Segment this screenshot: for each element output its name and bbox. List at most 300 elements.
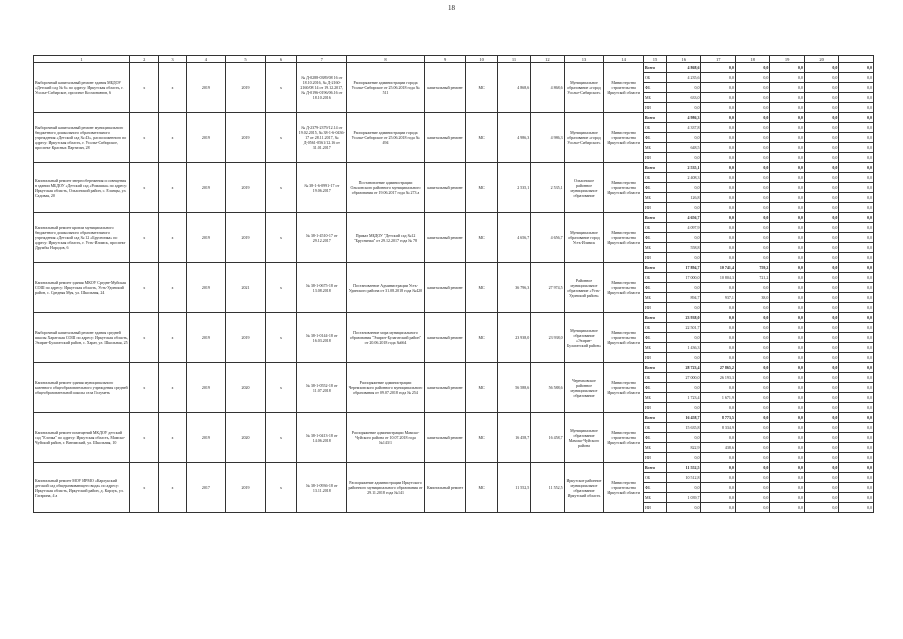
cell-c8: Постановление администрации Ольхонского районного муниципального образования от 19.06.2017 года № 273 а — [347, 163, 424, 213]
finance-value: 0,0 — [804, 503, 838, 513]
finance-value: 0,0 — [839, 133, 874, 143]
finance-value: 0,0 — [804, 93, 838, 103]
cell-c6: х — [265, 413, 296, 463]
finance-value: 0,0 — [839, 493, 874, 503]
cell-c6: х — [265, 213, 296, 263]
source-label: ИИ — [644, 253, 667, 263]
finance-value: 0,0 — [666, 433, 700, 443]
cell-c14: Министерство строительства Иркутской области — [604, 263, 644, 313]
source-label: ОБ — [644, 323, 667, 333]
table-row — [34, 163, 874, 173]
finance-value: 0,0 — [735, 143, 769, 153]
finance-value: 0,0 — [804, 493, 838, 503]
finance-value: 0,0 — [735, 363, 769, 373]
finance-value: 17 000,0 — [666, 273, 700, 283]
source-label: ОБ — [644, 273, 667, 283]
finance-value: 0,0 — [804, 133, 838, 143]
finance-value: 0,0 — [839, 443, 874, 453]
source-label: Всего — [644, 63, 667, 73]
finance-value: 0,0 — [666, 333, 700, 343]
finance-value: 0,0 — [804, 273, 838, 283]
finance-value: 0,0 — [770, 363, 804, 373]
cell-c10: МС — [466, 63, 497, 113]
finance-value: 0,0 — [839, 93, 874, 103]
finance-value: 0,0 — [701, 453, 735, 463]
finance-value: 0,0 — [804, 453, 838, 463]
finance-value: 0,0 — [735, 403, 769, 413]
finance-value: 0,0 — [735, 93, 769, 103]
finance-value: 0,0 — [770, 283, 804, 293]
finance-value: 0,0 — [735, 303, 769, 313]
finance-value: 0,0 — [701, 383, 735, 393]
cell-c11: 16 458,7 — [497, 413, 530, 463]
column-number: 1 — [34, 56, 130, 63]
finance-value: 10 804,3 — [701, 273, 735, 283]
cell-c7: № 38-1-0936-18 от 13.11.2018 — [297, 463, 347, 513]
cell-c9: Капитальный ремонт — [424, 463, 466, 513]
finance-value: 0,0 — [804, 113, 838, 123]
cell-c2: х — [130, 463, 159, 513]
table-row — [34, 463, 874, 473]
finance-value: 0,0 — [839, 113, 874, 123]
finance-value: 0,0 — [701, 473, 735, 483]
column-number: 11 — [497, 56, 530, 63]
finance-value: 0,0 — [804, 353, 838, 363]
finance-value: 0,0 — [804, 313, 838, 323]
source-label: ОБ — [644, 173, 667, 183]
finance-value: 0,0 — [804, 343, 838, 353]
cell-c6: х — [265, 263, 296, 313]
cell-c2: х — [130, 363, 159, 413]
finance-value: 4 868,6 — [666, 63, 700, 73]
finance-value: 0,0 — [770, 93, 804, 103]
finance-value: 1 723,4 — [666, 393, 700, 403]
finance-value: 0,0 — [770, 493, 804, 503]
finance-value: 0,0 — [804, 243, 838, 253]
cell-c4: 2019 — [186, 413, 226, 463]
finance-value: 0,0 — [666, 203, 700, 213]
cell-c3: х — [159, 313, 186, 363]
finance-value: 0,0 — [839, 183, 874, 193]
cell-c14: Министерство строительства Иркутской области — [604, 463, 644, 513]
finance-value: 0,0 — [804, 443, 838, 453]
finance-value: 0,0 — [839, 253, 874, 263]
finance-value: 4 337,8 — [666, 123, 700, 133]
finance-value: 4 097,9 — [666, 223, 700, 233]
finance-value: 0,0 — [735, 173, 769, 183]
finance-value: 0,0 — [770, 213, 804, 223]
finance-value: 0,0 — [770, 323, 804, 333]
finance-value: 0,0 — [839, 413, 874, 423]
finance-value: 0,0 — [666, 183, 700, 193]
finance-value: 0,0 — [839, 123, 874, 133]
column-number: 5 — [226, 56, 266, 63]
program-table — [33, 55, 874, 513]
source-label: ОБ — [644, 223, 667, 233]
cell-c6: х — [265, 113, 296, 163]
finance-value: 27 865,2 — [701, 363, 735, 373]
column-number: 20 — [804, 56, 838, 63]
cell-c7: № Д-2379-2379/12.14 от 19.02.2015, № 38-1-6-0436-17 от 28.11.2017, № Д-0561-0561/12.16 от 31.01.2017 — [297, 113, 347, 163]
finance-value: 0,0 — [804, 223, 838, 233]
column-number: 8 — [347, 56, 424, 63]
finance-value: 0,0 — [839, 233, 874, 243]
cell-c2: х — [130, 113, 159, 163]
finance-value: 0,0 — [701, 503, 735, 513]
cell-c11: 4 868,6 — [497, 63, 530, 113]
finance-value: 0,0 — [701, 213, 735, 223]
table-row — [34, 263, 874, 273]
finance-value: 2 535,1 — [666, 163, 700, 173]
finance-value: 0,0 — [735, 113, 769, 123]
cell-c11: 56 588,6 — [497, 363, 530, 413]
cell-c2: х — [130, 313, 159, 363]
finance-value: 0,0 — [735, 163, 769, 173]
cell-c9: капитальный ремонт — [424, 263, 466, 313]
cell-c11: 23 938,0 — [497, 313, 530, 363]
table-row — [34, 213, 874, 223]
finance-value: 0,0 — [735, 103, 769, 113]
finance-value: 0,0 — [839, 393, 874, 403]
finance-value: 0,0 — [804, 303, 838, 313]
finance-value: 0,0 — [701, 463, 735, 473]
finance-value: 558,8 — [666, 243, 700, 253]
finance-value: 0,0 — [804, 253, 838, 263]
finance-value: 0,0 — [701, 353, 735, 363]
finance-value: 0,0 — [735, 213, 769, 223]
column-number: 15 — [644, 56, 667, 63]
finance-value: 0,0 — [804, 73, 838, 83]
finance-value: 0,0 — [804, 323, 838, 333]
finance-value: 0,0 — [701, 193, 735, 203]
finance-value: 28 723,4 — [666, 363, 700, 373]
column-number: 19 — [770, 56, 804, 63]
finance-value: 648,5 — [666, 143, 700, 153]
finance-value: 0,0 — [839, 173, 874, 183]
finance-value: 1 671,9 — [701, 393, 735, 403]
finance-value: 0,0 — [804, 413, 838, 423]
finance-value: 0,0 — [666, 453, 700, 463]
cell-c6: х — [265, 313, 296, 363]
source-label: ОБ — [644, 123, 667, 133]
source-label: МБ — [644, 243, 667, 253]
finance-value: 0,0 — [804, 173, 838, 183]
table-row — [34, 363, 874, 373]
finance-value: 0,0 — [839, 313, 874, 323]
cell-c14: Министерство строительства Иркутской области — [604, 63, 644, 113]
finance-value: 0,0 — [770, 243, 804, 253]
finance-value: 0,0 — [770, 143, 804, 153]
source-label: ИИ — [644, 503, 667, 513]
finance-value: 0,0 — [735, 283, 769, 293]
finance-value: 1 039,7 — [666, 493, 700, 503]
finance-value: 0,0 — [735, 133, 769, 143]
finance-value: 38,0 — [735, 293, 769, 303]
finance-value: 937,1 — [701, 293, 735, 303]
finance-value: 27 000,0 — [666, 373, 700, 383]
finance-value: 0,0 — [666, 253, 700, 263]
source-label: Всего — [644, 313, 667, 323]
finance-value: 0,0 — [735, 453, 769, 463]
cell-c12: 4 986,3 — [531, 113, 564, 163]
cell-c5: 2019 — [226, 63, 266, 113]
cell-c3: х — [159, 163, 186, 213]
finance-value: 0,0 — [701, 93, 735, 103]
finance-value: 0,0 — [701, 313, 735, 323]
finance-value: 0,0 — [839, 223, 874, 233]
source-label: МБ — [644, 393, 667, 403]
finance-value: 438,6 — [701, 443, 735, 453]
cell-c13: Ольхонское районное муниципальное образование — [564, 163, 604, 213]
finance-value: 17 894,7 — [666, 263, 700, 273]
finance-value: 4 986,3 — [666, 113, 700, 123]
finance-value: 0,0 — [701, 323, 735, 333]
cell-c5: 2021 — [226, 263, 266, 313]
finance-value: 0,0 — [839, 63, 874, 73]
cell-c10: МС — [466, 363, 497, 413]
finance-value: 0,0 — [770, 253, 804, 263]
finance-value: 0,0 — [770, 63, 804, 73]
finance-value: 0,0 — [804, 483, 838, 493]
cell-c13: Муниципальное образование город Усть-Илимск — [564, 213, 604, 263]
cell-c13: Муниципальное образование «город Усолье-Сибирское» — [564, 63, 604, 113]
cell-c4: 2019 — [186, 313, 226, 363]
finance-value: 0,0 — [839, 303, 874, 313]
finance-value: 0,0 — [735, 413, 769, 423]
column-number: 10 — [466, 56, 497, 63]
finance-value: 4 656,7 — [666, 213, 700, 223]
finance-value: 721,2 — [735, 273, 769, 283]
finance-value: 0,0 — [701, 183, 735, 193]
finance-value: 0,0 — [804, 403, 838, 413]
finance-value: 0,0 — [666, 383, 700, 393]
finance-value: 0,0 — [770, 83, 804, 93]
object-name-cell: Капитальный ремонт МОУ ИРМО «Карлукский детский сад общеразвивающего вида» по адресу: Иркутская область, Иркутский район, д. Карлук, ул. Гагарина, 4 а — [34, 463, 130, 513]
table-row — [34, 413, 874, 423]
cell-c13: Черемховское районное муниципальное образование — [564, 363, 604, 413]
finance-value: 633,0 — [666, 93, 700, 103]
column-number: 14 — [604, 56, 644, 63]
column-number-row — [34, 56, 874, 63]
cell-c4: 2019 — [186, 63, 226, 113]
finance-value: 10 512,8 — [666, 473, 700, 483]
finance-value: 0,0 — [770, 263, 804, 273]
source-label: ФБ — [644, 383, 667, 393]
finance-value: 0,0 — [804, 283, 838, 293]
cell-c9: капитальный ремонт — [424, 413, 466, 463]
cell-c14: Министерство строительства Иркутской области — [604, 413, 644, 463]
finance-value: 0,0 — [770, 103, 804, 113]
column-number: 4 — [186, 56, 226, 63]
finance-value: 0,0 — [804, 163, 838, 173]
object-name-cell: Капитальный ремонт энергосбережения и освещения в здании МБДОУ «Детский сад «Ромашка» по адресу: Иркутская область, Ольхонский район, с. Еланцы, ул. Садовая, 20 — [34, 163, 130, 213]
source-label: Всего — [644, 213, 667, 223]
finance-value: 0,0 — [770, 183, 804, 193]
finance-value: 0,0 — [770, 223, 804, 233]
source-label: ФБ — [644, 333, 667, 343]
finance-value: 0,0 — [701, 343, 735, 353]
finance-value: 0,0 — [701, 433, 735, 443]
finance-value: 0,0 — [804, 383, 838, 393]
finance-value: 0,0 — [839, 483, 874, 493]
cell-c3: х — [159, 213, 186, 263]
source-label: Всего — [644, 463, 667, 473]
cell-c10: МС — [466, 463, 497, 513]
finance-value: 8 334,9 — [701, 423, 735, 433]
finance-value: 0,0 — [770, 233, 804, 243]
cell-c13: Муниципальное образование «Эхирит-Булагатский район» — [564, 313, 604, 363]
source-label: ИИ — [644, 153, 667, 163]
source-label: ИИ — [644, 403, 667, 413]
cell-c7: № 38-1-0675-18 от 13.08.2018 — [297, 263, 347, 313]
finance-value: 0,0 — [804, 63, 838, 73]
finance-value: 0,0 — [735, 373, 769, 383]
finance-value: 11 552,5 — [666, 463, 700, 473]
finance-value: 0,0 — [735, 463, 769, 473]
finance-value: 0,0 — [770, 403, 804, 413]
cell-c13: Районное муниципальное образование «Усть-Удинский район» — [564, 263, 604, 313]
finance-value: 0,0 — [701, 283, 735, 293]
cell-c4: 2019 — [186, 113, 226, 163]
cell-c8: Приказ МБДОУ "Детский сад №12 "Брусничка" от 29.12.2017 года № 78 — [347, 213, 424, 263]
finance-value: 0,0 — [839, 263, 874, 273]
source-label: ФБ — [644, 483, 667, 493]
source-label: МБ — [644, 493, 667, 503]
cell-c7: № 38-1-6-0991-17 от 19.06.2017 — [297, 163, 347, 213]
finance-value: 0,0 — [839, 143, 874, 153]
finance-value: 0,0 — [839, 283, 874, 293]
finance-value: 0,0 — [839, 343, 874, 353]
finance-value: 0,0 — [770, 353, 804, 363]
table-row — [34, 113, 874, 123]
finance-value: 0,0 — [735, 233, 769, 243]
cell-c14: Министерство строительства Иркутской области — [604, 213, 644, 263]
finance-value: 0,0 — [770, 463, 804, 473]
finance-value: 0,0 — [804, 143, 838, 153]
finance-value: 0,0 — [701, 103, 735, 113]
finance-value: 0,0 — [701, 133, 735, 143]
finance-value: 0,0 — [701, 233, 735, 243]
source-label: МБ — [644, 293, 667, 303]
finance-value: 0,0 — [804, 183, 838, 193]
finance-value: 0,0 — [770, 423, 804, 433]
finance-value: 894,7 — [666, 293, 700, 303]
source-label: ИИ — [644, 303, 667, 313]
finance-value: 4 235,6 — [666, 73, 700, 83]
finance-value: 0,0 — [735, 203, 769, 213]
finance-value: 0,0 — [770, 203, 804, 213]
finance-value: 0,0 — [701, 403, 735, 413]
cell-c5: 2020 — [226, 363, 266, 413]
finance-value: 0,0 — [839, 403, 874, 413]
cell-c4: 2019 — [186, 213, 226, 263]
object-name-cell: Выборочный капитальный ремонт здания МБДОУ «Детский сад № 6» по адресу: Иркутская область, г. Усолье-Сибирское, проспект Космонавтов, 6 — [34, 63, 130, 113]
finance-value: 0,0 — [735, 343, 769, 353]
finance-value: 0,0 — [701, 143, 735, 153]
cell-c11: 36 796,3 — [497, 263, 530, 313]
finance-value: 0,0 — [666, 103, 700, 113]
finance-value: 0,0 — [804, 263, 838, 273]
cell-c10: МС — [466, 413, 497, 463]
cell-c3: х — [159, 363, 186, 413]
finance-value: 1 436,3 — [666, 343, 700, 353]
finance-value: 0,0 — [770, 443, 804, 453]
source-label: Всего — [644, 263, 667, 273]
source-label: ОБ — [644, 423, 667, 433]
finance-value: 0,0 — [839, 473, 874, 483]
finance-value: 0,0 — [839, 503, 874, 513]
cell-c8: Распоряжение администрации Мамско-Чуйского района от 10.07.2018 года №143/1 — [347, 413, 424, 463]
source-label: МБ — [644, 343, 667, 353]
finance-value: 0,0 — [770, 123, 804, 133]
source-label: ОБ — [644, 373, 667, 383]
source-label: ИИ — [644, 203, 667, 213]
finance-value: 0,0 — [735, 483, 769, 493]
cell-c7: № 38-1-4510-17 от 29.12.2017 — [297, 213, 347, 263]
source-label: ИИ — [644, 353, 667, 363]
finance-value: 0,0 — [770, 383, 804, 393]
cell-c5: 2019 — [226, 163, 266, 213]
finance-value: 759,2 — [735, 263, 769, 273]
finance-value: 0,0 — [770, 413, 804, 423]
finance-value: 0,0 — [839, 73, 874, 83]
finance-value: 0,0 — [839, 153, 874, 163]
finance-value: 0,0 — [770, 163, 804, 173]
finance-value: 0,0 — [770, 173, 804, 183]
finance-value: 0,0 — [735, 123, 769, 133]
finance-value: 0,0 — [735, 393, 769, 403]
source-label: Всего — [644, 113, 667, 123]
finance-value: 0,0 — [701, 163, 735, 173]
source-label: МБ — [644, 93, 667, 103]
column-number: 12 — [531, 56, 564, 63]
finance-value: 0,0 — [804, 153, 838, 163]
finance-value: 0,0 — [839, 273, 874, 283]
cell-c11: 2 535,1 — [497, 163, 530, 213]
finance-value: 0,0 — [666, 233, 700, 243]
cell-c6: х — [265, 163, 296, 213]
object-name-cell: Капитальный ремонт кровли муниципального бюджетного дошкольного образовательного учреждения «Детский сад № 12 «Брусничка» по адресу: Иркутская область, г. Усть-Илимск, проспект Дружбы Народов, 6 — [34, 213, 130, 263]
finance-value: 0,0 — [701, 493, 735, 503]
cell-c2: х — [130, 213, 159, 263]
cell-c10: МС — [466, 213, 497, 263]
source-label: МБ — [644, 443, 667, 453]
cell-c9: капитальный ремонт — [424, 363, 466, 413]
table-body — [34, 56, 874, 513]
finance-value: 0,0 — [839, 463, 874, 473]
finance-value: 0,0 — [804, 293, 838, 303]
finance-value: 0,0 — [735, 183, 769, 193]
finance-value: 0,0 — [804, 103, 838, 113]
finance-value: 0,0 — [735, 353, 769, 363]
finance-value: 0,0 — [666, 403, 700, 413]
finance-value: 0,0 — [735, 443, 769, 453]
cell-c12: 2 535,1 — [531, 163, 564, 213]
finance-value: 0,0 — [701, 123, 735, 133]
object-name-cell: Выборочный капитальный ремонт муниципального бюджетного дошкольного образовательного учреждения «Детский сад № 43», расположенного по адресу: Иркутская область, г. Усолье-Сибирское, проспект Красных Партизан, 28 — [34, 113, 130, 163]
finance-value: 0,0 — [804, 233, 838, 243]
finance-value: 0,0 — [770, 303, 804, 313]
finance-value: 0,0 — [839, 163, 874, 173]
finance-value: 126,8 — [666, 193, 700, 203]
finance-value: 0,0 — [804, 203, 838, 213]
finance-value: 0,0 — [839, 213, 874, 223]
cell-c11: 4 656,7 — [497, 213, 530, 263]
cell-c7: № Д-0288-0389/08 16 от 18.10.2016, № Д-2160-2160/08 14 от 19.12.2017, № Д-0196-0196/06.16 от 18.10.2016 — [297, 63, 347, 113]
finance-value: 0,0 — [735, 383, 769, 393]
cell-c2: х — [130, 413, 159, 463]
column-number: 16 — [666, 56, 700, 63]
